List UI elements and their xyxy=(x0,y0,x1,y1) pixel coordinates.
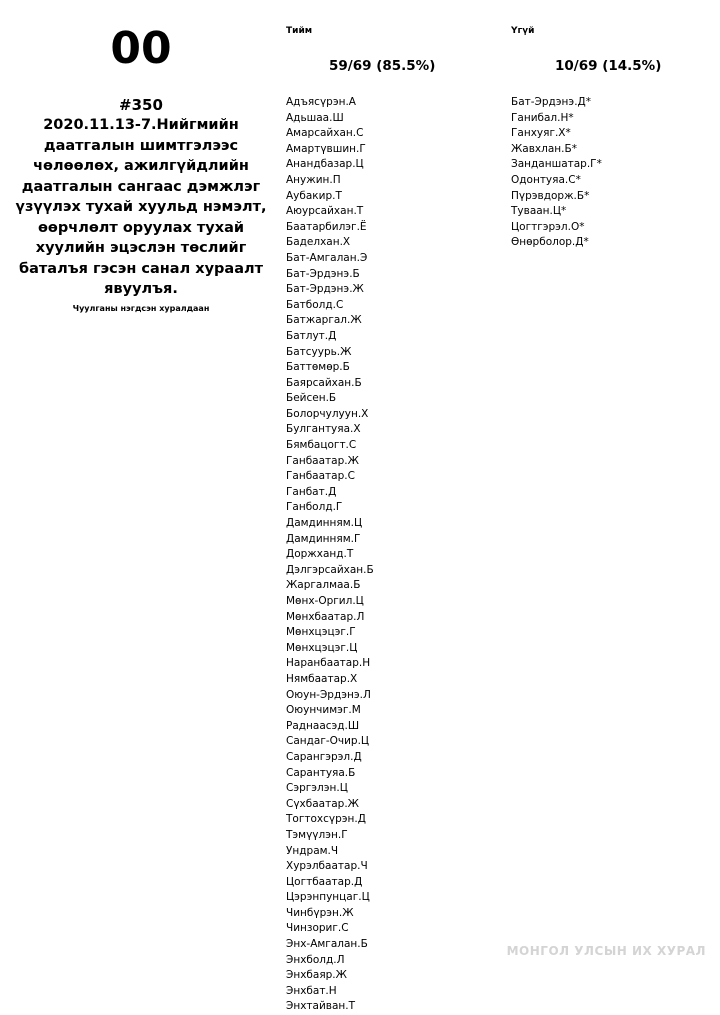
no-column-label: Үгүй xyxy=(511,26,535,36)
voter-name: Оюунчимэг.М xyxy=(286,704,361,717)
voter-name: Энхтайван.Т xyxy=(286,1000,356,1013)
voter-name: Энхбат.Н xyxy=(286,984,337,997)
voter-name: Баярсайхан.Б xyxy=(286,376,362,389)
voter-name: Адьшаа.Ш xyxy=(286,111,344,124)
voter-name: Тогтохсүрэн.Д xyxy=(286,813,366,826)
voter-name: Жаргалмаа.Б xyxy=(286,579,361,592)
voter-name: Аюурсайхан.Т xyxy=(286,205,364,218)
voter-name: Мөнхцэцэг.Г xyxy=(286,626,356,639)
voter-name: Мөнхбаатар.Л xyxy=(286,610,365,623)
voter-name: Наранбаатар.Н xyxy=(286,657,371,670)
voter-name: Батлут.Д xyxy=(286,329,337,342)
voter-name: Жавхлан.Б* xyxy=(511,142,577,155)
voter-name: Баттөмөр.Б xyxy=(286,361,350,374)
motion-number: #350 xyxy=(119,96,163,114)
voter-name: Амарсайхан.С xyxy=(286,127,364,140)
voter-name: Анандбазар.Ц xyxy=(286,158,364,171)
voter-name: Сарантуяа.Б xyxy=(286,766,356,779)
voter-name: Батжаргал.Ж xyxy=(286,314,362,327)
voter-name: Чинзориг.С xyxy=(286,922,349,935)
no-voter-list xyxy=(511,95,602,251)
voter-name: Сэргэлэн.Ц xyxy=(286,782,348,795)
voter-name: Дамдинням.Ц xyxy=(286,517,363,530)
voter-name: Адъясүрэн.А xyxy=(286,96,356,108)
voter-name: Бат-Амгалан.Э xyxy=(286,251,368,264)
voter-name: Ганболд.Г xyxy=(286,501,343,514)
voter-name: Амартүвшин.Г xyxy=(286,142,366,155)
session-name: Чуулганы нэгдсэн хуралдаан xyxy=(72,303,210,313)
voter-name: Доржханд.Т xyxy=(286,548,354,561)
voter-name: Бейсен.Б xyxy=(286,392,337,405)
voter-name: Сандаг-Очир.Ц xyxy=(286,735,370,748)
watermark: МОНГОЛ УЛСЫН ИХ ХУРАЛ xyxy=(506,944,706,958)
voter-name: Энхбаяр.Ж xyxy=(286,969,347,982)
voter-name: Бямбацогт.С xyxy=(286,439,357,452)
voter-name: Цогтбаатар.Д xyxy=(286,875,363,888)
voter-name: Анужин.П xyxy=(286,173,341,186)
voter-name: Өнөрболор.Д* xyxy=(511,236,589,249)
voter-name: Энх-Амгалан.Б xyxy=(286,938,368,951)
motion-block xyxy=(10,96,272,315)
yes-voter-list xyxy=(286,95,374,1015)
no-tally: 10/69 (14.5%) xyxy=(555,58,662,74)
voter-name: Бат-Эрдэнэ.Ж xyxy=(286,283,364,296)
voter-name: Цэрэнпунцаг.Ц xyxy=(286,891,370,904)
voter-name: Энхболд.Л xyxy=(286,953,345,966)
voter-name: Булгантуяа.Х xyxy=(286,423,361,436)
voter-name: Мөнх-Оргил.Ц xyxy=(286,595,364,607)
voter-name: Ганибал.Н* xyxy=(511,111,574,124)
voter-name: Хурэлбаатар.Ч xyxy=(286,860,368,873)
motion-text: 2020.11.13-7.Нийгмийн даатгалын шимтгэлээс чөлөөлөх, ажилгүйдлийн даатгалын сангаас дэмжлэг үзүүлэх тухай хуульд нэмэлт, өөрчлөлт оруулах тухай хуулийн эцэслэн төслийг баталъя гэсэн санал хураалт явуулъя. xyxy=(15,117,267,297)
voter-name: Ганхуяг.Х* xyxy=(511,127,571,140)
voter-name: Тэмүүлэн.Г xyxy=(286,828,348,841)
voter-name: Одонтуяа.С* xyxy=(511,173,581,186)
voter-name: Занданшатар.Г* xyxy=(511,158,602,171)
yes-column-label: Тийм xyxy=(286,26,313,36)
voter-name: Пүрэвдорж.Б* xyxy=(511,189,590,202)
voter-name: Дамдинням.Г xyxy=(286,532,361,545)
voter-name: Батсуурь.Ж xyxy=(286,345,352,358)
voter-name: Сүхбаатар.Ж xyxy=(286,797,359,810)
vote-code: 00 xyxy=(110,23,172,74)
voter-name: Туваан.Ц* xyxy=(511,205,567,218)
voter-name: Баделхан.Х xyxy=(286,236,351,249)
voter-name: Аубакир.Т xyxy=(286,189,342,202)
voter-name: Чинбүрэн.Ж xyxy=(286,906,354,919)
yes-tally: 59/69 (85.5%) xyxy=(329,58,436,74)
voter-name: Цогтгэрэл.О* xyxy=(511,220,585,233)
voter-name: Бат-Эрдэнэ.Б xyxy=(286,267,360,280)
voter-name: Ганбаатар.С xyxy=(286,470,355,483)
voter-name: Бат-Эрдэнэ.Д* xyxy=(511,96,591,108)
voter-name: Ганбат.Д xyxy=(286,485,337,498)
voter-name: Ундрам.Ч xyxy=(286,844,339,857)
voter-name: Батболд.С xyxy=(286,298,344,311)
voter-name: Мөнхцэцэг.Ц xyxy=(286,641,358,654)
voter-name: Нямбаатар.Х xyxy=(286,672,358,685)
voter-name: Дэлгэрсайхан.Б xyxy=(286,563,374,576)
voter-name: Баатарбилэг.Ё xyxy=(286,220,367,233)
voter-name: Болорчулуун.Х xyxy=(286,407,369,420)
voter-name: Раднаасэд.Ш xyxy=(286,719,360,732)
voter-name: Оюун-Эрдэнэ.Л xyxy=(286,688,371,701)
voter-name: Сарангэрэл.Д xyxy=(286,750,362,763)
voter-name: Ганбаатар.Ж xyxy=(286,454,359,467)
